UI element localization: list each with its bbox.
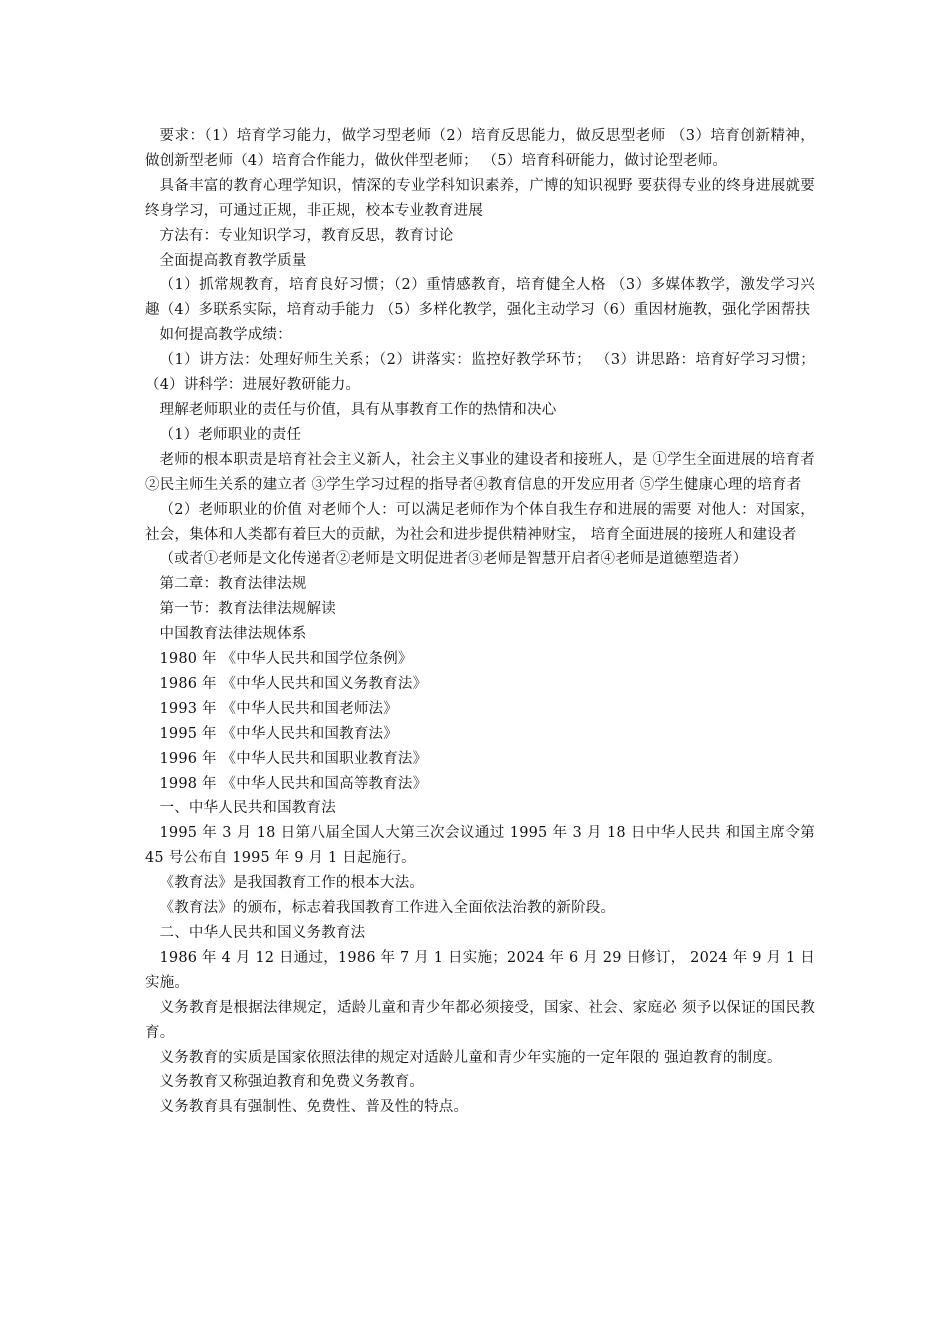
compulsory-law-dates: 1986 年 4 月 12 日通过，1986 年 7 月 1 日实施；2024 年 6 月 29 日修订， 2024 年 9 月 1 日实施。 <box>145 949 815 991</box>
paragraph-law-system: 中国教育法律法规体系 <box>159 626 307 643</box>
education-law-promulgation: 《教育法》的颁布，标志着我国教育工作进入全面依法治教的新阶段。 <box>159 900 616 917</box>
paragraph-teacher-roles: （或者①老师是文化传递者②老师是文明促进者③老师是智慧开启者④老师是道德塑造者） <box>159 551 748 568</box>
law-item-1980: 1980 年 《中华人民共和国学位条例》 <box>159 651 413 668</box>
paragraph-duty-value: 理解老师职业的责任与价值，具有从事教育工作的热情和决心 <box>159 401 557 418</box>
compulsory-definition: 义务教育是根据法律规定，适龄儿童和青少年都必须接受，国家、社会、家庭必 须予以保证的国民教育。 <box>145 999 815 1041</box>
compulsory-law-heading: 二、中华人民共和国义务教育法 <box>159 925 366 941</box>
paragraph-duty-body: 老师的根本职责是培育社会主义新人，社会主义事业的建设者和接班人，是 ①学生全面进展的培育者②民主师生关系的建立者 ③学生学习过程的指导者④教育信息的开发应用者 ⑤学生健康心理的培育者 <box>145 451 815 493</box>
paragraph-quality-heading: 全面提高教育教学质量 <box>159 252 307 269</box>
compulsory-features: 义务教育具有强制性、免费性、普及性的特点。 <box>159 1099 469 1116</box>
chapter-heading: 第二章：教育法律法规 <box>159 576 307 593</box>
compulsory-alias: 义务教育又称强迫教育和免费义务教育。 <box>159 1074 425 1091</box>
paragraph-grades-heading: 如何提高教学成绩： <box>159 327 292 344</box>
law-item-1996: 1996 年 《中华人民共和国职业教育法》 <box>159 750 428 767</box>
law-item-1993: 1993 年 《中华人民共和国老师法》 <box>159 700 398 717</box>
paragraph-knowledge: 具备丰富的教育心理学知识，情深的专业学科知识素养，广博的知识视野 要获得专业的终身进展就要终身学习，可通过正规，非正规，校本专业教育进展 <box>145 177 815 219</box>
law-item-1998: 1998 年 《中华人民共和国高等教育法》 <box>159 775 428 792</box>
law-item-1986: 1986 年 《中华人民共和国义务教育法》 <box>159 675 428 692</box>
paragraph-duty-heading: （1）老师职业的责任 <box>159 426 302 443</box>
paragraph-quality-list: （1）抓常规教育，培育良好习惯；（2）重情感教育，培育健全人格 （3）多媒体教学，激发学习兴趣（4）多联系实际，培育动手能力 （5）多样化教学，强化主动学习（6）重因材施教，强化学困帮扶 <box>145 277 815 319</box>
paragraph-grades-list: （1）讲方法：处理好师生关系；（2）讲落实：监控好教学环节； （3）讲思路：培育好学习习惯；（4）讲科学：进展好教研能力。 <box>145 352 815 394</box>
education-law-fundamental: 《教育法》是我国教育工作的根本大法。 <box>159 875 425 892</box>
paragraph-requirements: 要求：（1）培育学习能力，做学习型老师（2）培育反思能力，做反思型老师 （3）培育创新精神，做创新型老师（4）培育合作能力，做伙伴型老师； （5）培育科研能力，做讨论型老师。 <box>145 128 815 169</box>
compulsory-essence: 义务教育的实质是国家依照法律的规定对适龄儿童和青少年实施的一定年限的 强迫教育的制度。 <box>159 1049 782 1066</box>
education-law-heading: 一、中华人民共和国教育法 <box>159 800 336 817</box>
law-item-1995: 1995 年 《中华人民共和国教育法》 <box>159 725 398 742</box>
education-law-dates: 1995 年 3 月 18 日第八届全国人大第三次会议通过 1995 年 3 月 18 日中华人民共 和国主席令第 45 号公布自 1995 年 9 月 1 日起施行。 <box>145 825 815 867</box>
paragraph-methods: 方法有：专业知识学习，教育反思，教育讨论 <box>159 227 454 244</box>
section-heading: 第一节：教育法律法规解读 <box>159 601 336 618</box>
document-body <box>145 124 815 1120</box>
paragraph-value-body: （2）老师职业的价值 对老师个人：可以满足老师作为个体自我生存和进展的需要 对他人：对国家，社会，集体和人类都有着巨大的贡献，为社会和进步提供精神财宝， 培育全面进展的接班人和建设者 <box>145 501 815 543</box>
